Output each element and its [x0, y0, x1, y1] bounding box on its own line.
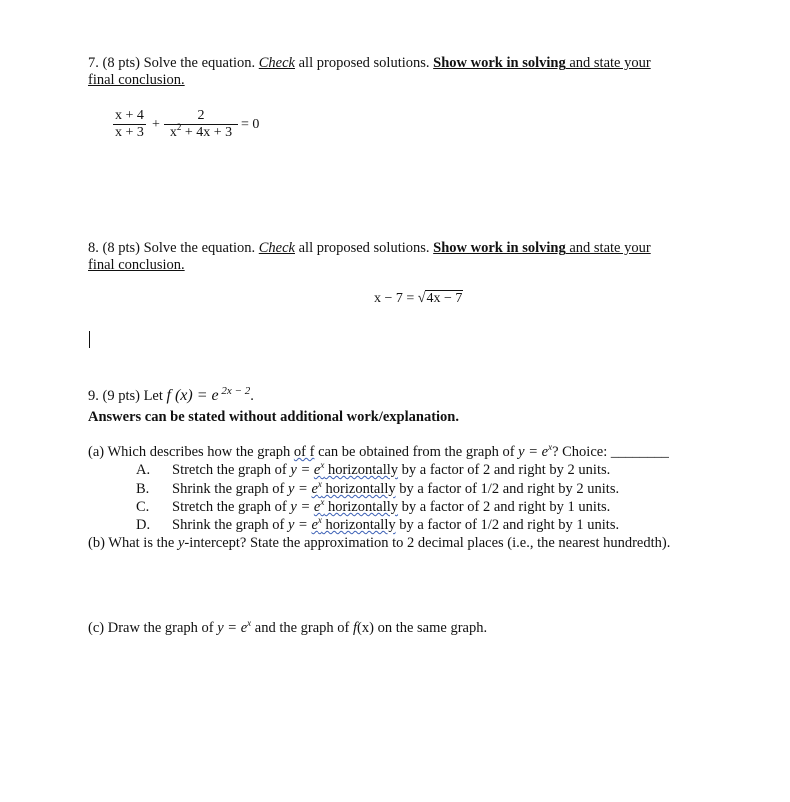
q7-instruction-line1: [88, 55, 651, 72]
q9-part-a: (a) Which describes how the graph of f can be obtained from the graph of $y = e^x$? Choice: ________: [88, 442, 669, 460]
q9-exponent: 2x − 2: [218, 385, 251, 397]
q7-equals-zero: = 0: [241, 117, 260, 132]
q7-show-work: Show work in solving: [433, 55, 566, 71]
q9-header: [88, 387, 254, 405]
q9-note: Answers can be stated without additional work/explanation.: [88, 409, 459, 425]
q8-radical-sign: √: [417, 291, 426, 306]
q7-check: Check: [258, 55, 295, 71]
q9-function: f (x) = e: [166, 387, 219, 404]
q8-conclusion: final conclusion.: [88, 257, 185, 273]
q9-option-c-letter: C.: [136, 499, 150, 515]
q9-option-a-letter: A.: [136, 462, 151, 478]
q7-frac2-denominator: $x^2 + 4x + 3$: [164, 124, 238, 141]
q8-check: Check: [258, 240, 295, 256]
q9-part-b: (b) What is the y-intercept? State the approximation to 2 decimal places (i.e., the nearest hundredth).: [88, 535, 671, 551]
q7-frac1-denominator: x + 3: [115, 125, 144, 140]
text-cursor: [89, 331, 90, 348]
q8-instruction-line1: [88, 240, 651, 257]
q8-lhs: x − 7 =: [374, 291, 418, 306]
q9-option-d-letter: D.: [136, 517, 151, 533]
q8-show-work: Show work in solving: [433, 240, 566, 256]
q7-plus: +: [152, 117, 160, 132]
q9-option-b-letter: B.: [136, 481, 150, 497]
q7-fraction-1: [113, 108, 146, 141]
q7-frac2-numerator: 2: [197, 108, 205, 123]
q9-option-a-text: Stretch the graph of $y = e^x$ horizontally by a factor of 2 and right by 2 units.: [172, 460, 611, 478]
q9-period: .: [250, 388, 254, 404]
q9-option-c-text: Stretch the graph of $y = e^x$ horizontally by a factor of 2 and right by 1 units.: [172, 497, 611, 515]
q7-mid: all proposed solutions.: [295, 55, 434, 71]
q8-state: and state your: [565, 240, 651, 256]
q8-radicand: 4x − 7: [426, 291, 463, 306]
q7-prefix: 7. (8 pts) Solve the equation.: [88, 55, 259, 71]
q9-option-b-text: Shrink the graph of $y = e^x$ horizontally by a factor of 1/2 and right by 2 units.: [172, 479, 620, 497]
q8-prefix: 8. (8 pts) Solve the equation.: [88, 240, 259, 256]
q9-option-d-text: Shrink the graph of $y = e^x$ horizontally by a factor of 1/2 and right by 1 units.: [172, 515, 620, 533]
q9-part-a-of-f: of f: [293, 444, 315, 460]
q7-fraction-2: [164, 108, 238, 141]
q7-state: and state your: [565, 55, 651, 71]
q8-mid: all proposed solutions.: [295, 240, 434, 256]
q7-conclusion: final conclusion.: [88, 72, 185, 88]
q7-frac1-numerator: x + 4: [115, 108, 144, 123]
q8-equation: [374, 290, 463, 307]
q9-part-c: (c) Draw the graph of $y = e^x$ and the graph of f(x) on the same graph.: [88, 618, 488, 636]
q9-prefix: 9. (9 pts) Let: [88, 388, 167, 404]
